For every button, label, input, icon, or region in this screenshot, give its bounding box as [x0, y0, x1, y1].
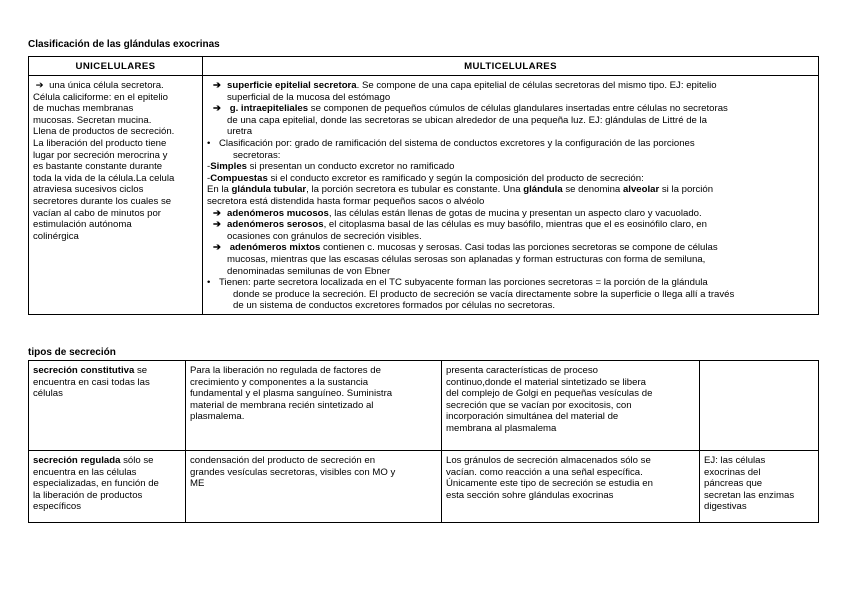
regulada-cell: secreción regulada sólo se encuentra en las células especializadas, en función de la liberación de productos específicos [29, 451, 186, 523]
arrow-icon: ➔ [213, 80, 222, 91]
regulada-process: Los gránulos de secreción almacenados sólo se vacían. como reacción a una señal específica. Únicamente este tipo de secreción se estudia en esta sección sohre glándulas exocrinas [442, 451, 700, 523]
text-line: secretora está distendida hasta formar pequeños sacos o alvéolo [207, 195, 485, 207]
arrow-icon: ➔ [213, 103, 222, 115]
uni-line: de muchas membranas [33, 103, 134, 115]
table-row [29, 451, 819, 523]
regulada-description: condensación del producto de secreción en grandes vesículas secretoras, visibles con MO y ME [186, 451, 442, 523]
content-row [29, 76, 819, 315]
bullet-icon: • [207, 137, 211, 149]
text-line: En la glándula tubular, la porción secretora es tubular es constante. Una glándula se denomina alveolar si la porción [207, 184, 714, 196]
header-unicelulares: UNICELULARES [29, 57, 203, 76]
list-item: ➔ g. intraepiteliales se componen de pequeños cúmulos de células glandulares insertadas entre células no secretoras de una capa epitelial, donde las secretoras se ubican alrededor de una pequeña luz. EJ: glándulas de Littré de la uretra [213, 103, 728, 138]
uni-line: lugar por secreción merocrina y [33, 149, 168, 161]
header-multicelulares: MULTICELULARES [203, 57, 819, 76]
text-line: -Compuestas si el conducto excretor es ramificado y según la composición del producto de secreción: [207, 172, 644, 184]
header-row [29, 57, 819, 76]
list-item: ➔ adenómeros mixtos contienen c. mucosas y serosas. Casi todas las porciones secretoras se compone de células mucosas, mientras que las escasas células serosas son aplanadas y forman estructuras con forma de semiluna, denominadas semilunas de von Ebner [213, 242, 718, 277]
uni-line: La liberación del producto tiene [33, 137, 167, 149]
list-item: ➔ adenómeros serosos, el citoplasma basal de las células es muy basófilo, mientras que el es eosinófilo claro, en ocasiones con gránulos de secreción visibles. [213, 219, 707, 242]
unicelulares-cell [29, 76, 203, 315]
arrow-icon: ➔ [213, 219, 222, 231]
uni-line: Célula caliciforme: en el epitelio [33, 91, 168, 103]
document-title: Clasificación de las glándulas exocrinas [28, 39, 220, 50]
secretion-types-table [28, 360, 819, 523]
bullet-icon: • [207, 277, 211, 289]
uni-line: estimulación autónoma [33, 219, 132, 231]
arrow-icon: ➔ [213, 207, 222, 219]
section-label: tipos de secreción [28, 347, 116, 358]
constitutiva-process: presenta características de proceso continuo,donde el material sintetizado se libera del complejo de Golgi en pequeñas vesículas de secreción que se vacían por exocitosis, con incorporación simultánea del material de membrana al plasmalema [442, 361, 700, 451]
uni-line: atraviesa sucesivos ciclos [33, 184, 144, 196]
uni-line: ➔ una única célula secretora. [35, 80, 164, 91]
constitutiva-description: Para la liberación no regulada de factores de crecimiento y componentes a la sustancia fundamental y el plasma sanguíneo. Suministra material de membrana recién sintetizado al plasmalema. [186, 361, 442, 451]
uni-line: Llena de productos de secreción. [33, 126, 175, 138]
arrow-icon: ➔ [213, 242, 222, 254]
multicelulares-cell [203, 76, 819, 315]
table-row [29, 361, 819, 451]
list-item: • Tienen: parte secretora localizada en el TC subyacente forman las porciones secretoras = la porción de la glándula donde se produce la secreción. El producto de secreción se vacía directamente sobre la superficie o llega allí a través de un sistema de conductos excretores formados por células no secretoras. [207, 277, 735, 312]
text-line: -Simples si presentan un conducto excretor no ramificado [207, 161, 455, 173]
uni-line: colinérgica [33, 230, 79, 242]
arrow-icon: ➔ [35, 80, 44, 91]
uni-line: mucosas. Secretan mucina. [33, 114, 152, 126]
uni-line: vacían al cabo de minutos por [33, 207, 161, 219]
list-item: ➔ adenómeros mucosos, las células están llenas de gotas de mucina y presentan un aspecto claro y vacuolado. [213, 207, 702, 219]
list-item: • Clasificación por: grado de ramificación del sistema de conductos excretores y la configuración de las porciones secretoras: [207, 137, 695, 161]
uni-line: secretores durante los cuales se [33, 195, 172, 207]
list-item: ➔ superficie epitelial secretora. Se compone de una capa epitelial de células secretoras del mismo tipo. EJ: epitelio superficial de la mucosa del estómago [213, 80, 717, 103]
exocrine-classification-table [28, 56, 819, 315]
constitutiva-example [700, 361, 819, 451]
uni-line: toda la vida de la célula.La celula [33, 172, 175, 184]
regulada-example: EJ: las células exocrinas del páncreas que secretan las enzimas digestivas [700, 451, 819, 523]
constitutiva-cell: secreción constitutiva se encuentra en casi todas las células [29, 361, 186, 451]
uni-line: es bastante constante durante [33, 161, 163, 173]
